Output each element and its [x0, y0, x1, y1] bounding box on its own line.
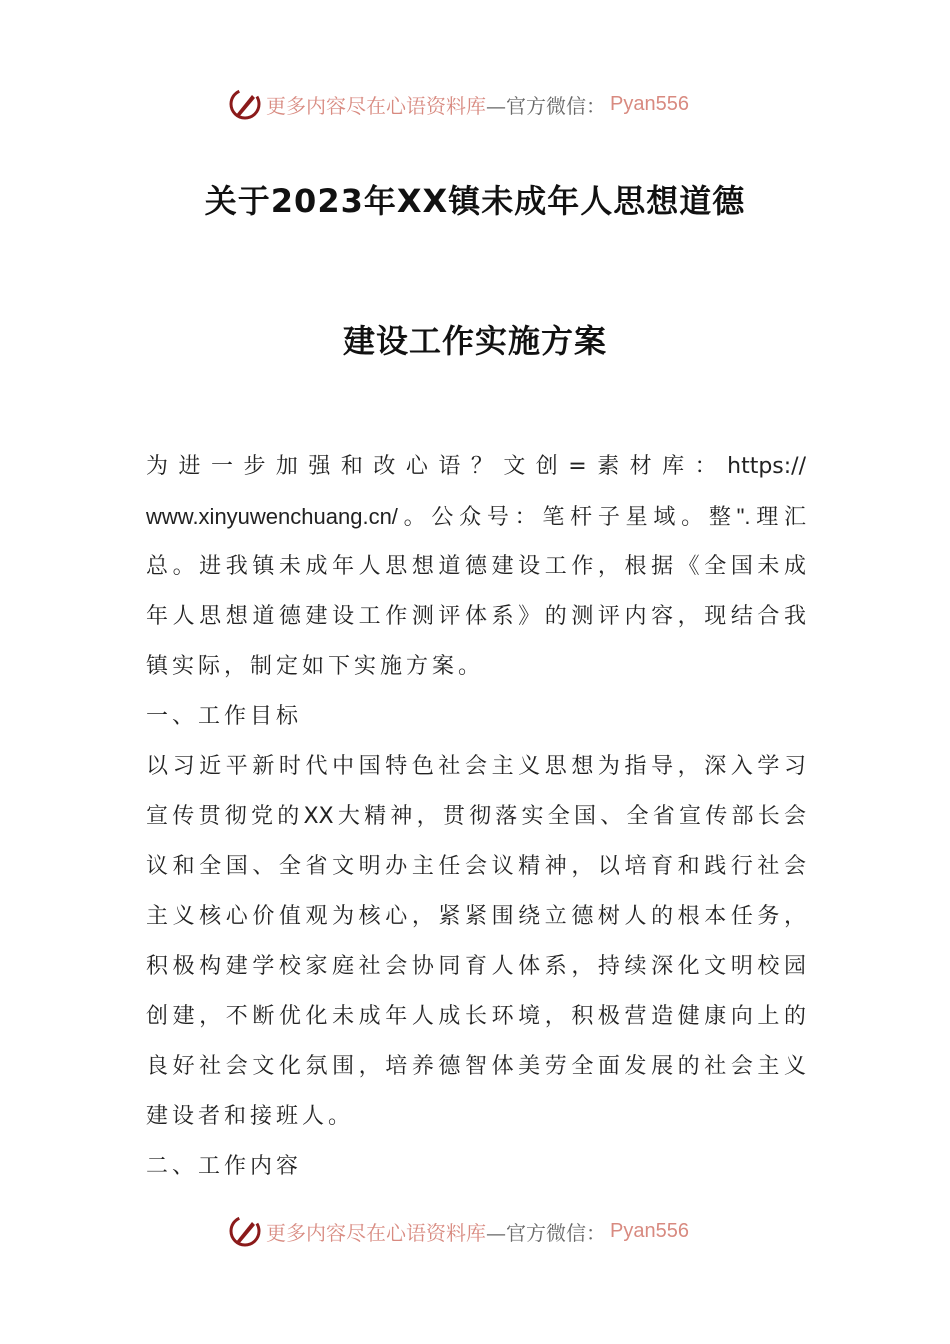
- document-title-line2: 建设工作实施方案: [342, 322, 607, 360]
- body-line: 建设者和接班人。: [146, 1104, 355, 1129]
- section-heading: 二、工作内容: [146, 1154, 303, 1179]
- body-line: 积极构建学校家庭社会协同育人体系，持续深化文明校园: [146, 954, 806, 979]
- body-line: 年人思想道德建设工作测评体系》的测评内容，现结合我: [146, 604, 806, 629]
- body-line: www.xinyuwenchuang.cn/。公众号：笔杆子星域。整".理汇: [146, 504, 806, 529]
- body-line: 镇实际，制定如下实施方案。: [146, 654, 485, 679]
- body-line: 议和全国、全省文明办主任会议精神，以培育和践行社会: [146, 854, 806, 879]
- body-line: 创建，不断优化未成年人成长环境，积极营造健康向上的: [146, 1004, 806, 1029]
- watermark-separator-text: —官方微信：: [486, 93, 606, 118]
- watermark-main-text: 更多内容尽在心语资料库: [266, 1220, 486, 1245]
- document-title-line1: 关于2023年XX镇未成年人思想道德: [204, 182, 746, 220]
- quill-pen-logo-icon: [228, 1214, 262, 1248]
- body-line: 主义核心价值观为核心，紧紧围绕立德树人的根本任务，: [146, 904, 806, 929]
- watermark-header: [228, 86, 689, 122]
- quill-pen-logo-icon: [228, 87, 262, 121]
- body-line: 为进一步加强和改心语？文创=素材库：https://: [146, 454, 806, 479]
- body-line: 总。进我镇未成年人思想道德建设工作，根据《全国未成: [146, 554, 806, 579]
- watermark-wechat-id: Pyan556: [610, 92, 689, 115]
- watermark-separator-text: —官方微信：: [486, 1220, 606, 1245]
- watermark-footer: [228, 1213, 689, 1249]
- body-line: 以习近平新时代中国特色社会主义思想为指导，深入学习: [146, 754, 806, 779]
- body-line: 宣传贯彻党的XX大精神，贯彻落实全国、全省宣传部长会: [146, 804, 806, 829]
- section-heading: 一、工作目标: [146, 704, 303, 729]
- body-line: 良好社会文化氛围，培养德智体美劳全面发展的社会主义: [146, 1054, 806, 1079]
- watermark-main-text: 更多内容尽在心语资料库: [266, 93, 486, 118]
- document-body: [146, 445, 806, 1195]
- watermark-wechat-id: Pyan556: [610, 1219, 689, 1242]
